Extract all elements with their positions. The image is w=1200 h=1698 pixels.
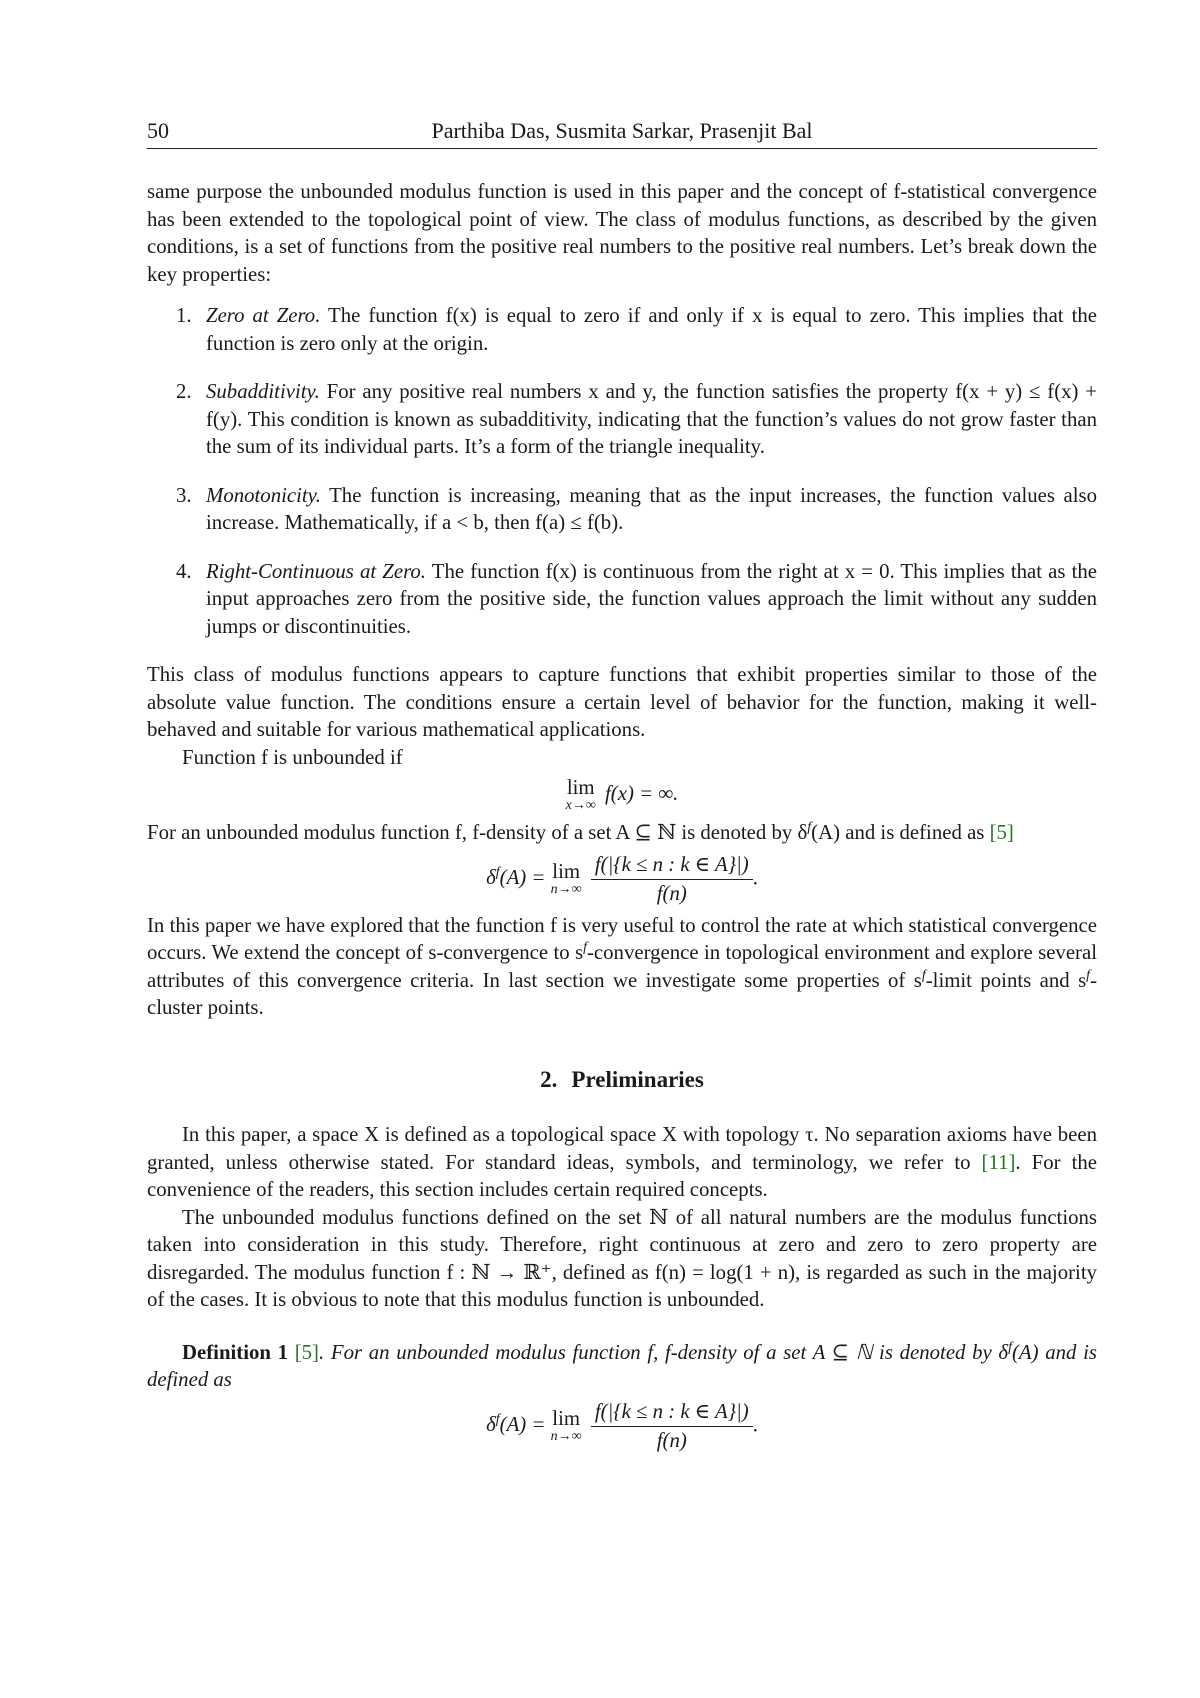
property-title: Right-Continuous at Zero. (206, 559, 426, 583)
density-lhs: $\delta^f(A)$ = (486, 864, 546, 889)
page-body (147, 178, 1097, 1459)
citation-link[interactable]: [5] (989, 821, 1014, 844)
property-title: Monotonicity. (206, 483, 321, 507)
definition-label: Definition 1 (182, 1340, 289, 1364)
citation-link[interactable]: [11] (981, 1150, 1016, 1174)
item-number: 1. (176, 304, 192, 327)
property-item (147, 378, 1097, 461)
intro-paragraph: same purpose the unbounded modulus function is used in this paper and the concept of f-statistical convergence has been extended to the topological point of view. The class of modulus functions, as described by the given conditions, is a set of functions from the positive real numbers to the positive real numbers. Let’s break down the key properties: (147, 180, 1097, 286)
fraction-denominator: f(n) (656, 881, 687, 905)
density-fraction (591, 1400, 753, 1453)
prelim-paragraph-1: In this paper, a space X is defined as a topological space X with topology τ. No separation axioms have been granted, unless otherwise stated. For standard ideas, symbols, and terminology, we refer to [11]. For the convenience of the readers, this section includes certain required concepts. (147, 1123, 1097, 1201)
item-number: 4. (176, 559, 192, 583)
prelim-paragraph-2: The unbounded modulus functions defined on the set ℕ of all natural numbers are the modulus functions taken into consideration in this study. Therefore, right continuous at zero and zero to zero property are disregarded. The modulus function f : ℕ → ℝ⁺, defined as f(n) = log(1 + n), is regarded as such in the majority of the cases. It is obvious to note that this modulus function is unbounded. (147, 1205, 1097, 1311)
limit-subscript: x→∞ (565, 798, 596, 813)
property-list (147, 302, 1097, 640)
limit-subscript: n→∞ (550, 882, 582, 897)
equation-definition: $\delta^f(A)$ = lim n→∞ $\frac{f(|\{k \le n : k \in A\}|)}{f(n)}$ . (486, 1399, 758, 1452)
limit-operator: lim n→∞ (550, 860, 582, 897)
item-number: 3. (176, 483, 192, 507)
fraction-numerator: f(|{k ≤ n : k ∈ A}|) (591, 1400, 753, 1427)
definition-block: Definition 1 [5]. For an unbounded modulus function f, f-density of a set A ⊆ ℕ is denoted by $\delta^f(A)$ and is defined as (147, 1339, 1097, 1391)
density-lhs: $\delta^f(A)$ = (486, 1411, 546, 1436)
contribution-paragraph: In this paper we have explored that the function f is very useful to control the rate at which statistical convergence occurs. We extend the concept of s-convergence to $s^f$-convergence in topological environment and explore several attributes of this convergence criteria. In last section we investigate some properties of $s^f$-limit points and $s^f$-cluster points. (147, 913, 1097, 1019)
author-line: Parthiba Das, Susmita Sarkar, Prasenjit Bal (431, 118, 813, 143)
page-number: 50 (147, 118, 169, 143)
property-title: Zero at Zero. (206, 304, 321, 327)
property-item (147, 482, 1097, 537)
density-paragraph: For an unbounded modulus function f, f-density of a set A ⊆ ℕ is denoted by $\delta^f(A)$ and is defined as [5] (147, 820, 1014, 844)
equation-body: f(x) = ∞. (605, 781, 679, 805)
class-paragraph: This class of modulus functions appears to capture functions that exhibit properties similar to those of the absolute value function. The conditions ensure a certain level of behavior for the function, making it well-behaved and suitable for various mathematical applications. (147, 663, 1097, 741)
density-fraction (591, 853, 753, 906)
unbounded-statement: Function f is unbounded if (182, 745, 403, 769)
limit-operator: lim x→∞ (565, 776, 596, 813)
limit-operator: lim n→∞ (550, 1407, 582, 1444)
property-text: For any positive real numbers x and y, the function satisfies the property f(x + y) ≤ f(x) + f(y). This condition is known as subadditivity, indicating that the function’s values do not grow faster than the sum of its individual parts. It’s a form of the triangle inequality. (206, 380, 1098, 458)
property-text: The function f(x) is equal to zero if and only if x is equal to zero. This implies that the function is zero only at the origin. (206, 304, 1097, 355)
section-heading (147, 1066, 1097, 1094)
item-number: 2. (176, 380, 192, 403)
running-header (147, 118, 1097, 149)
equation-density: $\delta^f(A)$ = lim n→∞ $\frac{f(|\{k \le n : k \in A\}|)}{f(n)}$ . (486, 852, 758, 905)
property-item (147, 558, 1097, 641)
citation-link[interactable]: [5] (294, 1340, 319, 1364)
fraction-numerator: f(|{k ≤ n : k ∈ A}|) (591, 853, 753, 880)
section-number: 2. (540, 1066, 558, 1092)
property-text: The function f(x) is continuous from the right at x = 0. This implies that as the input approaches zero from the positive side, the function values approach the limit without any sudden jumps or discontinuities. (206, 559, 1097, 638)
limit-subscript: n→∞ (550, 1429, 582, 1444)
fraction-denominator: f(n) (656, 1428, 687, 1452)
property-text: The function is increasing, meaning that as the input increases, the function values also increase. Mathematically, if a < b, then f(a) ≤ f(b). (206, 483, 1097, 534)
property-item (147, 302, 1097, 357)
equation-unbounded (147, 777, 1097, 813)
section-title: Preliminaries (571, 1066, 704, 1092)
property-title: Subadditivity. (206, 380, 320, 403)
